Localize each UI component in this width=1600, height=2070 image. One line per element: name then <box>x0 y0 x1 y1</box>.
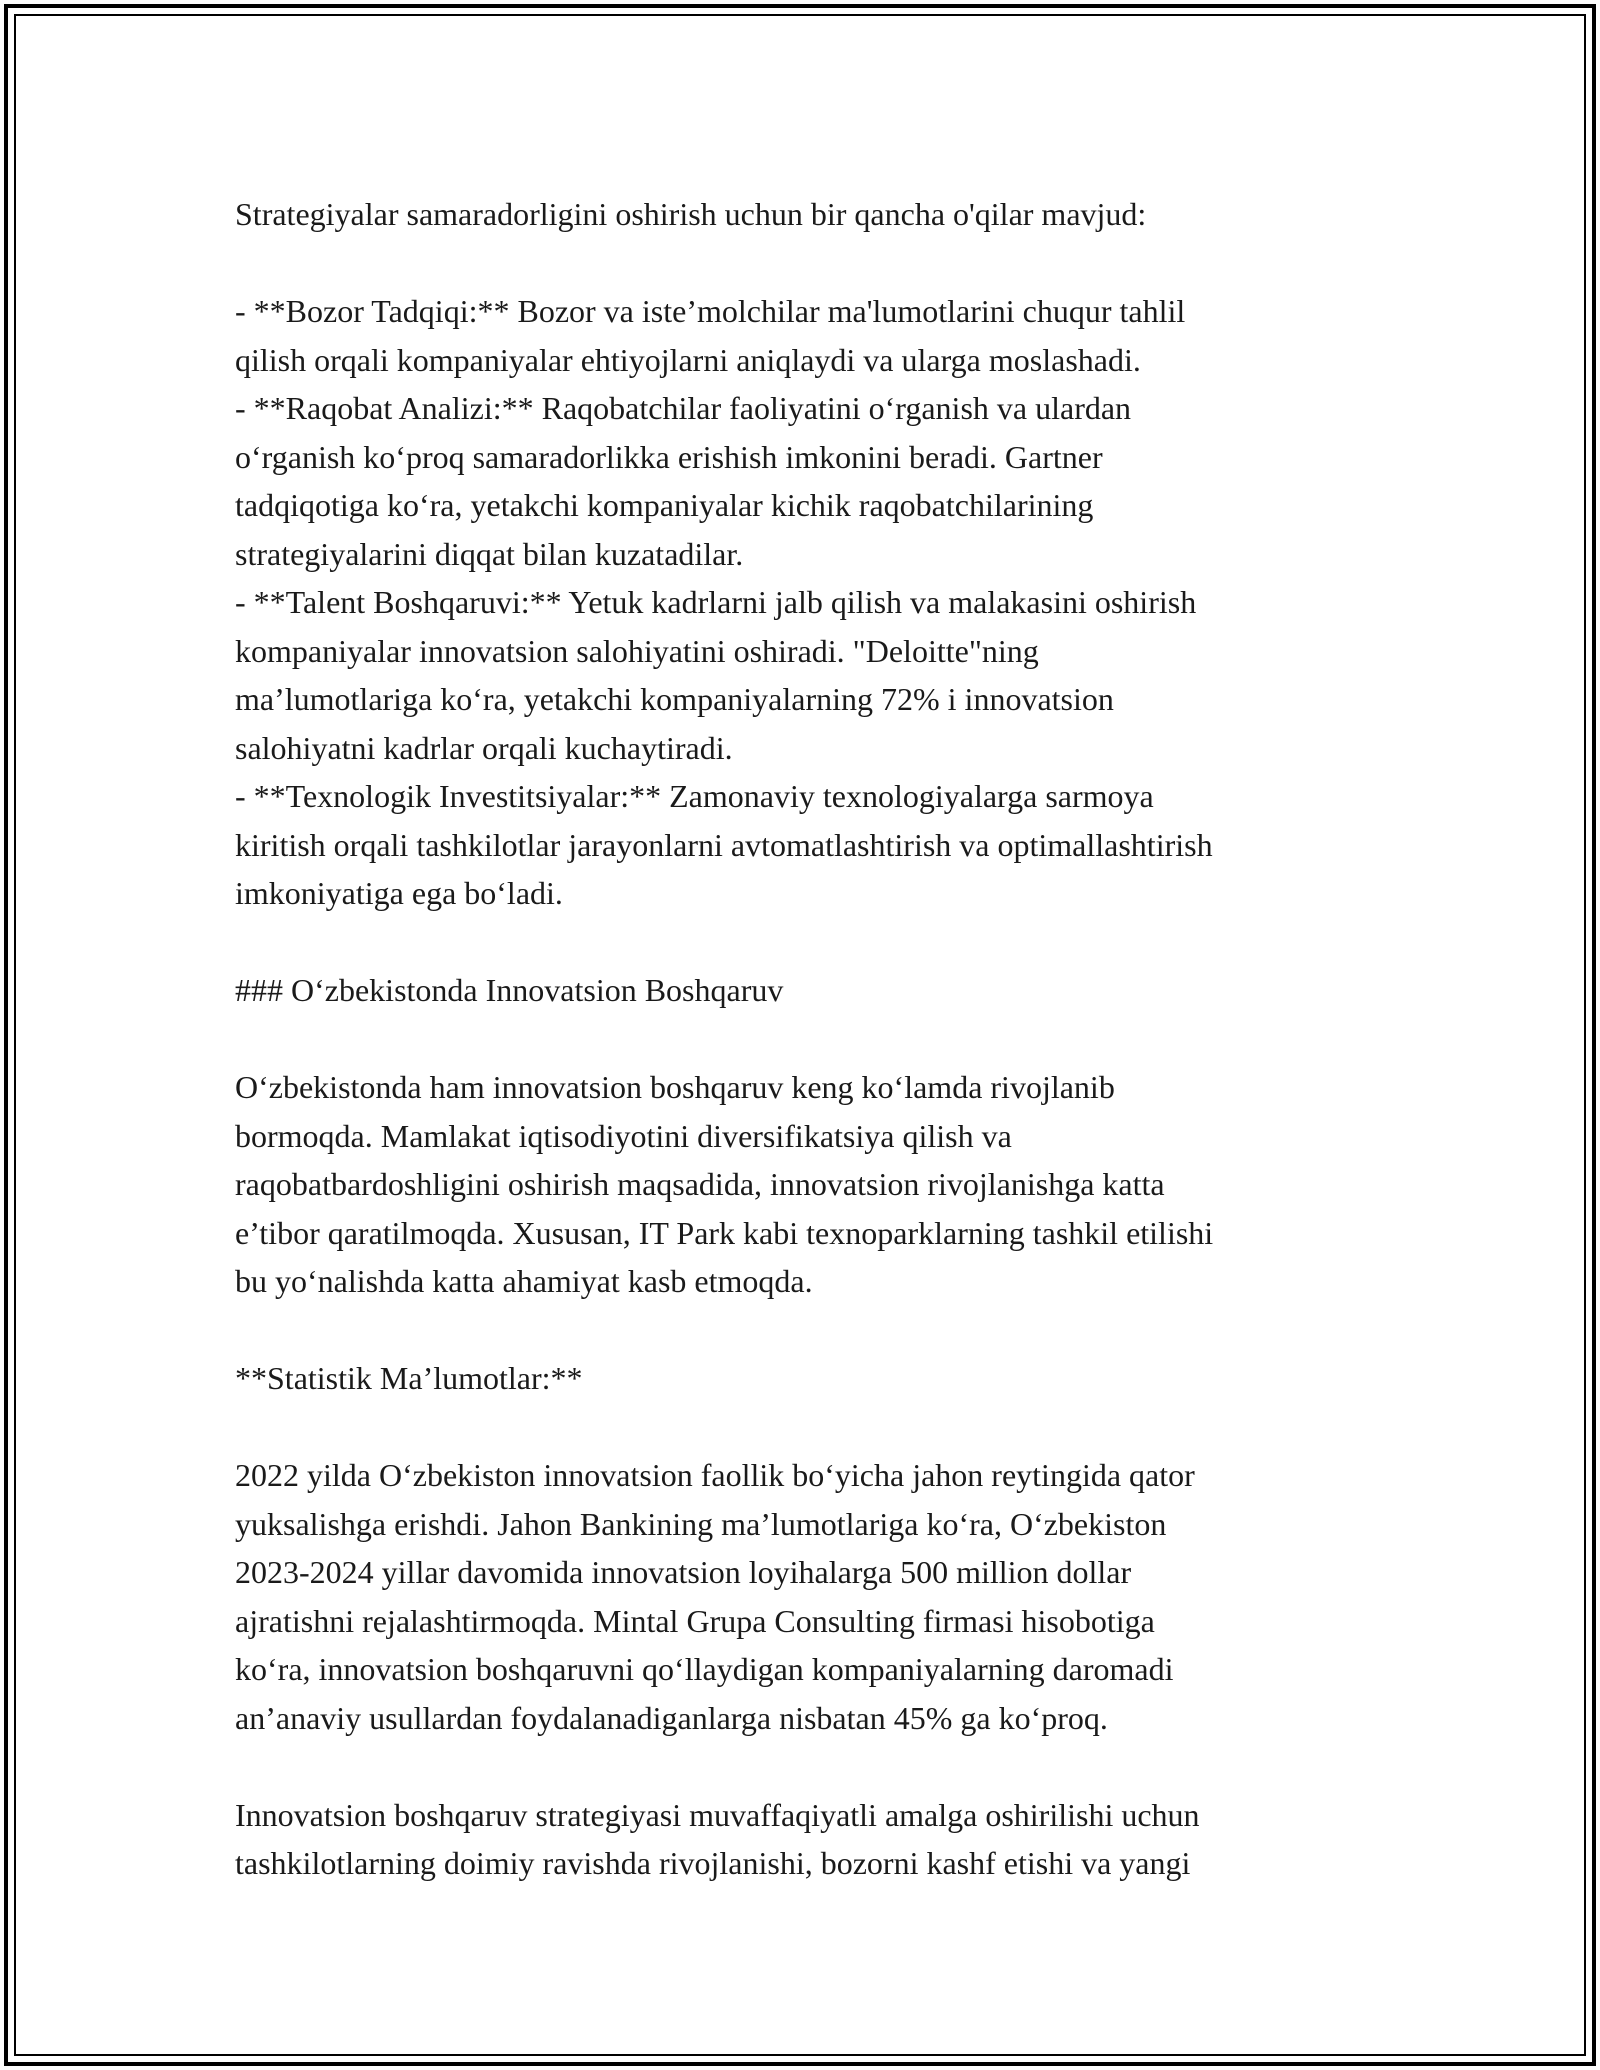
stats-heading: **Statistik Ma’lumotlar:** <box>235 1360 583 1396</box>
section-heading: ### O‘zbekistonda Innovatsion Boshqaruv <box>235 972 784 1008</box>
stats-paragraph: 2022 yilda O‘zbekiston innovatsion faollik bo‘yicha jahon reytingida qator yuksalishga erishdi. Jahon Bankining ma’lumotlariga ko‘ra, O‘zbekiston 2023-2024 yillar davomida innovatsion loyihalarga 500 million dollar ajratishni rejalashtirmoqda. Mintal Grupa Consulting firmasi hisobotiga ko‘ra, innovatsion boshqaruvni qo‘llaydigan kompaniyalarning daromadi an’anaviy usullardan foydalanadiganlarga nisbatan 45% ga ko‘proq. <box>235 1457 1195 1736</box>
document-body <box>235 190 1365 1936</box>
final-paragraph: Innovatsion boshqaruv strategiyasi muvaffaqiyatli amalga oshirilishi uchun tashkilotlarning doimiy ravishda rivojlanishi, bozorni kashf etishi va yangi <box>235 1796 1200 1881</box>
strategy-bullet-list: - **Bozor Tadqiqi:** Bozor va iste’molchilar ma'lumotlarini chuqur tahlil qilish orqali kompaniyalar ehtiyojlarni aniqlaydi va ularga moslashadi. - **Raqobat Analizi:** Raqobatchilar faoliyatini o‘rganish va ulardan o‘rganish ko‘proq samaradorlikka erishish imkonini beradi. Gartner tadqiqotiga ko‘ra, yetakchi kompaniyalar kichik raqobatchilarining strategiyalarini diqqat bilan kuzatadilar. - **Talent Boshqaruvi:** Yetuk kadrlarni jalb qilish va malakasini oshirish kompaniyalar innovatsion salohiyatini oshiradi. "Deloitte"ning ma’lumotlariga ko‘ra, yetakchi kompaniyalarning 72% i innovatsion salohiyatni kadrlar orqali kuchaytiradi. - **Texnologik Investitsiyalar:** Zamonaviy texnologiyalarga sarmoya kiritish orqali tashkilotlar jarayonlarni avtomatlashtirish va optimallashtirish imkoniyatiga ega bo‘ladi. <box>235 293 1213 911</box>
uzbekistan-paragraph: O‘zbekistonda ham innovatsion boshqaruv keng ko‘lamda rivojlanib bormoqda. Mamlakat iqtisodiyotini diversifikatsiya qilish va raqobatbardoshligini oshirish maqsadida, innovatsion rivojlanishga katta e’tibor qaratilmoqda. Xususan, IT Park kabi texnoparklarning tashkil etilishi bu yo‘nalishda katta ahamiyat kasb etmoqda. <box>235 1069 1214 1299</box>
intro-paragraph: Strategiyalar samaradorligini oshirish uchun bir qancha o'qilar mavjud: <box>235 196 1147 232</box>
